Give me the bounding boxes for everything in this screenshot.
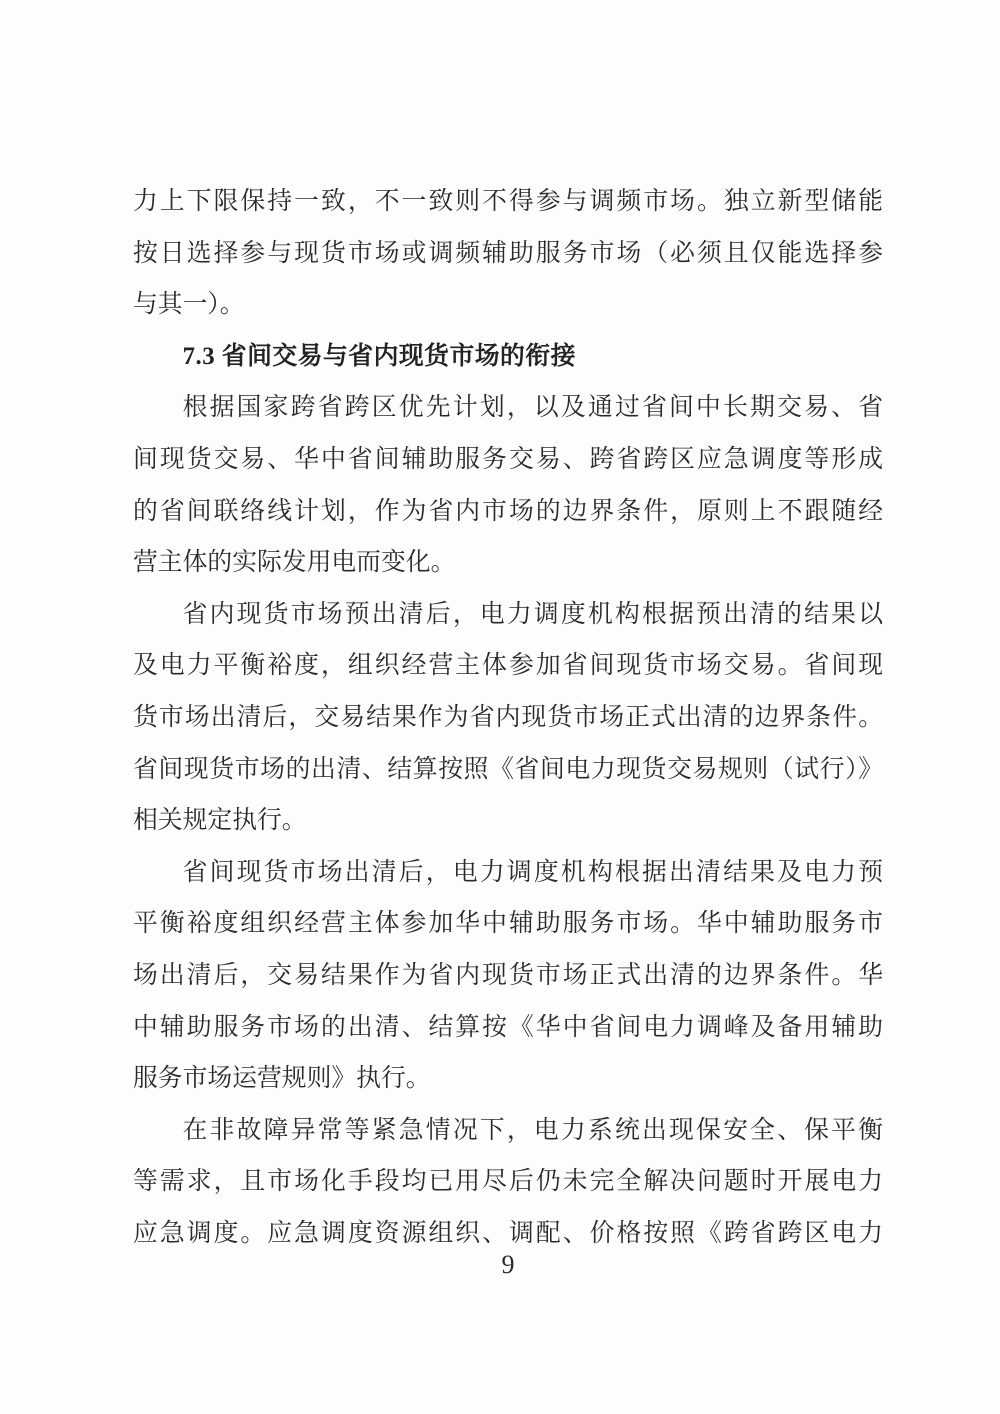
- text-line: 平衡裕度组织经营主体参加华中辅助服务市场。华中辅助服务市: [133, 910, 883, 938]
- document-text: [133, 176, 883, 1259]
- text-line: 营主体的实际发用电而变化。: [133, 549, 456, 577]
- text-line: 货市场出清后，交易结果作为省内现货市场正式出清的边界条件。: [133, 703, 883, 731]
- text-line: 力上下限保持一致，不一致则不得参与调频市场。独立新型储能: [133, 188, 883, 215]
- text-line: 场出清后，交易结果作为省内现货市场正式出清的边界条件。华: [133, 961, 883, 989]
- text-line: 间现货交易、华中省间辅助服务交易、跨省跨区应急调度等形成: [133, 445, 883, 473]
- text-line: 的省间联络线计划，作为省内市场的边界条件，原则上不跟随经: [133, 497, 883, 525]
- text-line: 相关规定执行。: [133, 807, 307, 835]
- text-line: 服务市场运营规则》执行。: [133, 1065, 431, 1093]
- page-number: 9: [501, 1250, 515, 1279]
- text-line: 中辅助服务市场的出清、结算按《华中省间电力调峰及备用辅助: [133, 1013, 883, 1041]
- section-heading: 7.3 省间交易与省内现货市场的衔接: [182, 342, 576, 370]
- text-line: 省间现货市场的出清、结算按照《省间电力现货交易规则（试行）》: [133, 755, 883, 783]
- text-line: 根据国家跨省跨区优先计划，以及通过省间中长期交易、省: [182, 394, 883, 422]
- text-line: 应急调度。应急调度资源组织、调配、价格按照《跨省跨区电力: [133, 1219, 883, 1247]
- text-line: 及电力平衡裕度，组织经营主体参加省间现货市场交易。省间现: [133, 652, 883, 680]
- text-line: 按日选择参与现货市场或调频辅助服务市场（必须且仅能选择参: [133, 239, 883, 267]
- text-line: 省内现货市场预出清后，电力调度机构根据预出清的结果以: [182, 600, 883, 628]
- text-line: 在非故障异常等紧急情况下，电力系统出现保安全、保平衡: [182, 1116, 883, 1144]
- text-line: 省间现货市场出清后，电力调度机构根据出清结果及电力预: [182, 858, 883, 886]
- text-line: 与其一）。: [133, 291, 245, 319]
- text-line: 等需求，且市场化手段均已用尽后仍未完全解决问题时开展电力: [133, 1168, 883, 1196]
